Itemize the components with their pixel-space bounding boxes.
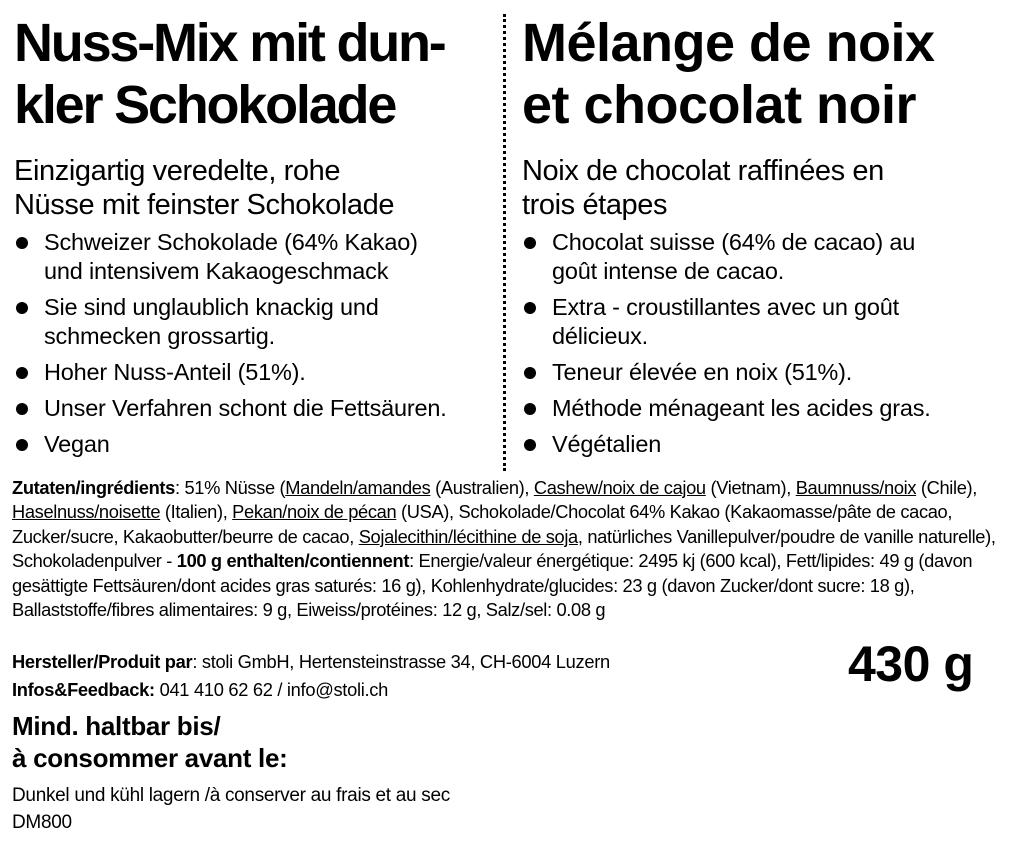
best-before-label [12, 710, 287, 774]
nutrition-label: 100 g enthalten/contiennent [176, 550, 410, 572]
bullet-dot-icon [524, 439, 536, 451]
bullet-line1: Méthode ménageant les acides gras. [552, 395, 931, 421]
ingredients-text: (Italien), [160, 501, 233, 523]
german-subtitle-line2: Nüsse mit feinster Schokolade [14, 189, 395, 221]
german-bullet-list [14, 228, 494, 459]
french-title-line2: et chocolat noir [522, 75, 917, 135]
french-bullet-item [522, 228, 1002, 286]
ingredients-text: (Vietnam), [705, 477, 796, 498]
bullet-line2: und intensivem Kakaogeschmack [44, 258, 389, 284]
bullet-line1: Chocolat suisse (64% de cacao) au [552, 229, 916, 255]
german-title [14, 12, 494, 136]
ingredients-text: , natürliches Vanillepulver/poudre de vanille naturelle), Schokoladenpulver - [12, 525, 996, 572]
info-text: 041 410 62 62 / info@stoli.ch [154, 679, 388, 700]
ingredients-label: Zutaten/ingrédients [12, 477, 175, 498]
storage-line1: Dunkel und kühl lagern /à conserver au frais et au sec [12, 785, 450, 806]
bullet-line1: Sie sind unglaublich knackig und [44, 294, 379, 320]
french-bullet-item [522, 293, 1002, 351]
french-title-line1: Mélange de noix [522, 13, 935, 73]
bullet-line1: Végétalien [552, 431, 662, 457]
german-title-line1: Nuss-Mix mit dun- [14, 13, 445, 73]
german-column [14, 12, 494, 466]
allergen-pecan: Pekan/noix de pécan [232, 501, 397, 523]
ingredients-text: (Australien), [430, 477, 534, 498]
german-title-line2: kler Schokolade [14, 75, 396, 135]
bullet-line1: Extra - croustillantes avec un goût [552, 294, 899, 320]
net-weight: 430 g [848, 636, 974, 692]
bullet-line1: Teneur élevée en noix (51%). [552, 359, 853, 385]
french-subtitle [522, 154, 1002, 222]
batch-code: DM800 [12, 812, 72, 833]
allergen-walnut: Baumnuss/noix [795, 477, 917, 498]
bullet-dot-icon [524, 237, 536, 249]
french-subtitle-line2: trois étapes [522, 189, 668, 221]
bullet-line1: Unser Verfahren schont die Fettsäuren. [44, 395, 447, 421]
french-column [522, 12, 1002, 466]
producer-text: : stoli GmbH, Hertensteinstrasse 34, CH-6004 Luzern [192, 651, 610, 672]
ingredients-text: : 51% Nüsse ( [174, 477, 286, 498]
french-bullet-list [522, 228, 1002, 459]
bullet-line1: Hoher Nuss-Anteil (51%). [44, 359, 306, 385]
german-bullet-item [14, 228, 494, 286]
allergen-almonds: Mandeln/amandes [285, 477, 431, 498]
bullet-dot-icon [524, 403, 536, 415]
ingredients-text: (Chile), [916, 477, 977, 498]
allergen-cashew: Cashew/noix de cajou [533, 477, 706, 498]
producer-line [12, 650, 852, 674]
storage-instructions [12, 782, 450, 836]
french-bullet-item [522, 358, 1002, 387]
allergen-hazelnut: Haselnuss/noisette [12, 501, 161, 523]
best-before-line2: à consommer avant le: [12, 743, 288, 773]
french-bullet-item [522, 394, 1002, 423]
german-bullet-item [14, 394, 494, 423]
ingredients-text: (USA), Schokolade/Chocolat 64% Kakao (Kakaomasse/pâte de cacao, Zucker/sucre, Kakaobutter/beurre de cacao, [12, 501, 953, 547]
bullet-dot-icon [16, 367, 28, 379]
allergen-soy: Sojalecithin/lécithine de soja [358, 525, 578, 547]
info-line [12, 678, 852, 702]
german-bullet-item [14, 430, 494, 459]
bullet-dot-icon [16, 237, 28, 249]
german-bullet-item [14, 358, 494, 387]
bullet-dot-icon [16, 403, 28, 415]
german-subtitle-line1: Einzigartig veredelte, rohe [14, 155, 341, 187]
bullet-line2: délicieux. [552, 323, 648, 349]
nutrition-text: : Energie/valeur énergétique: 2495 kj (600 kcal), Fett/lipides: 49 g (davon gesättigte Fettsäuren/dont acides gras saturés: 16 g), Kohlenhydrate/glucides: 23 g (davon Zucker/dont sucre: 18 g), Ballaststoffe/fibres alimentaires: 9 g, Eiweiss/protéines: 12 g, Salz/sel: 0.08 g [12, 550, 973, 621]
bullet-line2: schmecken grossartig. [44, 323, 275, 349]
bullet-dot-icon [16, 439, 28, 451]
best-before-line1: Mind. haltbar bis/ [12, 711, 221, 741]
german-subtitle [14, 154, 494, 222]
french-subtitle-line1: Noix de chocolat raffinées en [522, 155, 884, 187]
bullet-dot-icon [524, 367, 536, 379]
bullet-line1: Vegan [44, 431, 110, 457]
dotted-divider [503, 14, 506, 471]
bullet-line2: goût intense de cacao. [552, 258, 785, 284]
producer-label: Hersteller/Produit par [12, 651, 193, 672]
bullet-dot-icon [524, 302, 536, 314]
german-bullet-item [14, 293, 494, 351]
info-label: Infos&Feedback: [12, 679, 155, 700]
french-title [522, 12, 1002, 136]
bullet-dot-icon [16, 302, 28, 314]
bullet-line1: Schweizer Schokolade (64% Kakao) [44, 229, 418, 255]
ingredients-block [12, 476, 996, 622]
french-bullet-item [522, 430, 1002, 459]
